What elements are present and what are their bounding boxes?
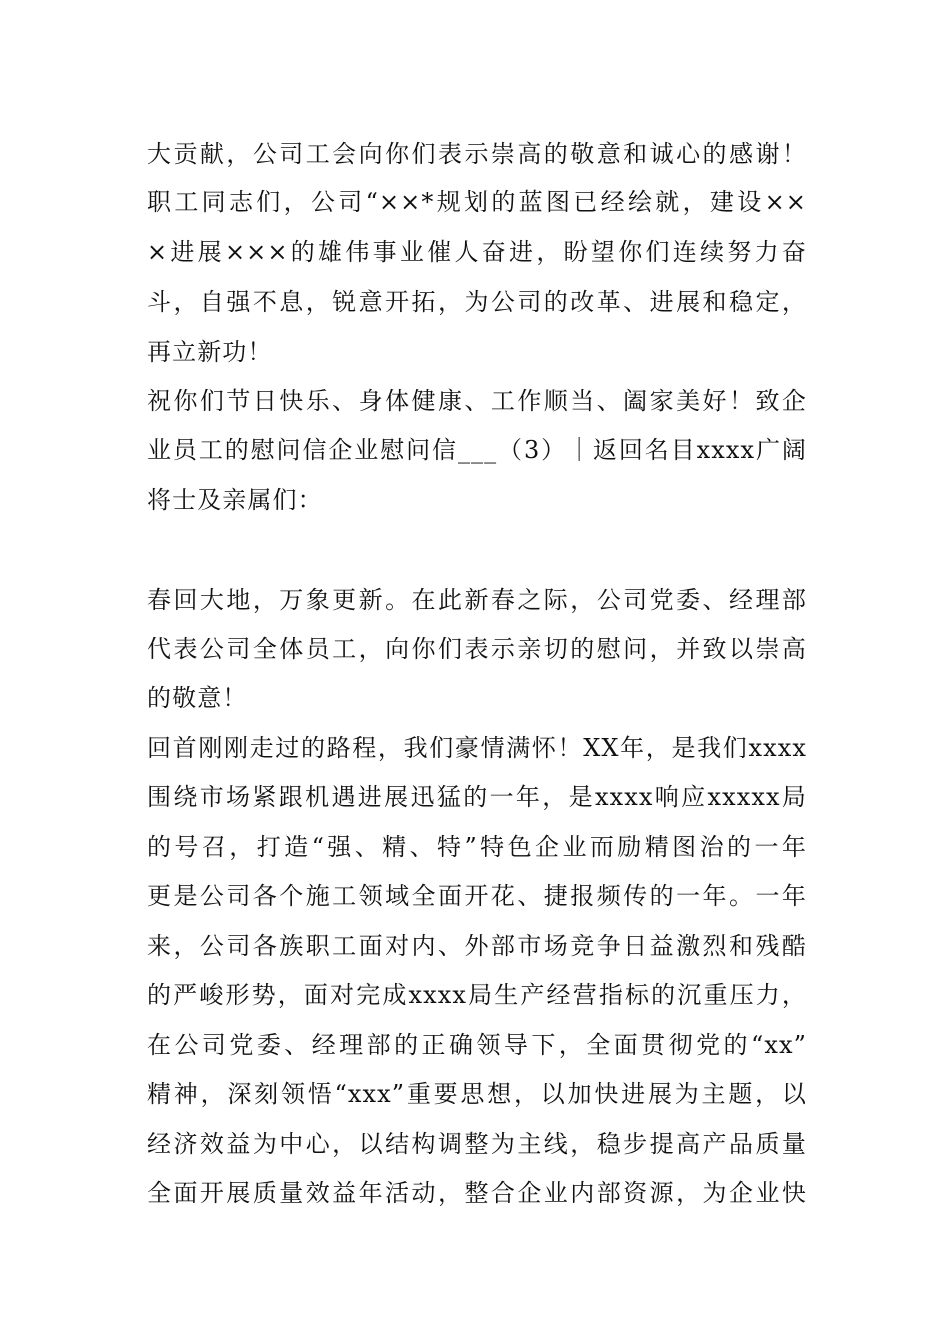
text-line: 精神，深刻领悟“xxx”重要思想，以加快进展为主题，以 — [147, 1080, 807, 1108]
text-line: 围绕市场紧跟机遇进展迅猛的一年，是xxxx响应xxxxx局 — [147, 783, 807, 811]
text-line: 斗，自强不息，锐意开拓，为公司的改革、进展和稳定， — [147, 288, 807, 316]
text-line: 祝你们节日快乐、身体健康、工作顺当、阖家美好！致企 — [147, 387, 807, 415]
text-line: ×进展×××的雄伟事业催人奋进，盼望你们连续努力奋 — [147, 238, 807, 266]
text-line: 春回大地，万象更新。在此新春之际，公司党委、经理部 — [147, 586, 807, 614]
text-line: 的严峻形势，面对完成xxxx局生产经营指标的沉重压力， — [147, 981, 807, 1009]
text-line: 将士及亲属们： — [147, 486, 323, 514]
text-line: 来，公司各族职工面对内、外部市场竞争日益激烈和残酷 — [147, 932, 807, 960]
text-line: 再立新功！ — [147, 338, 273, 366]
text-line: 代表公司全体员工，向你们表示亲切的慰问，并致以崇高 — [147, 635, 807, 663]
text-line: 职工同志们，公司“××*规划的蓝图已经绘就，建设×× — [147, 188, 807, 216]
text-line: 经济效益为中心，以结构调整为主线，稳步提高产品质量 — [147, 1130, 807, 1158]
text-line: 回首刚刚走过的路程，我们豪情满怀！XX年，是我们xxxx — [147, 734, 807, 762]
text-line: 更是公司各个施工领域全面开花、捷报频传的一年。一年 — [147, 882, 807, 910]
text-line: 全面开展质量效益年活动，整合企业内部资源，为企业快 — [147, 1179, 807, 1207]
text-line: 的敬意！ — [147, 684, 248, 712]
text-line: 大贡献，公司工会向你们表示崇高的敬意和诚心的感谢！ — [147, 140, 807, 168]
text-line: 业员工的慰问信企业慰问信___（3）｜返回名目xxxx广阔 — [147, 436, 807, 464]
text-line: 在公司党委、经理部的正确领导下，全面贯彻党的“xx” — [147, 1031, 807, 1059]
text-line: 的号召，打造“强、精、特”特色企业而励精图治的一年 — [147, 833, 807, 861]
